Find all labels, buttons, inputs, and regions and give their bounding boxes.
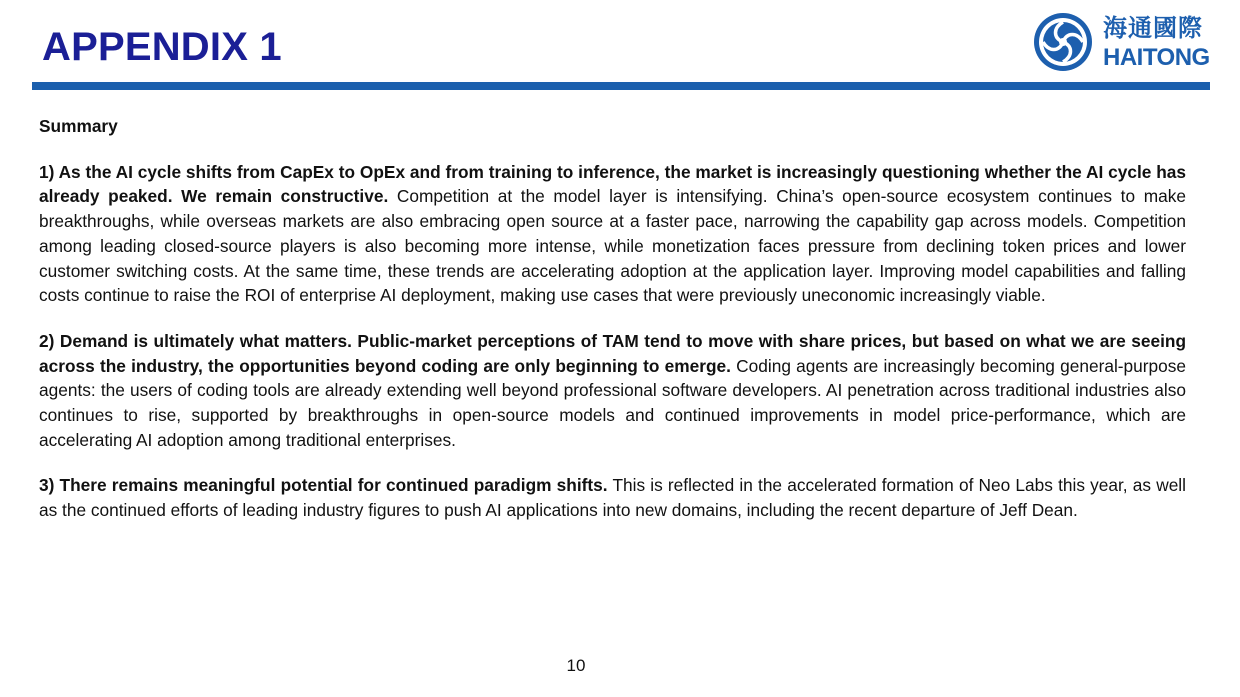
haitong-logo-icon [1031,10,1095,74]
paragraph-1-lead: 1) As the AI cycle shifts from CapEx to OpEx and from training to inference, the market is increasingly questioning whether the AI cycle has already peaked. We remain constructive. [39,161,1186,207]
paragraph-2-body: Coding agents are increasingly becoming general-purpose agents: the users of coding tools are already extending well beyond professional software developers. AI penetration across traditional industries also continues to rise, supported by breakthroughs in open-source models and continued improvements in model price-performance, which are accelerating AI adoption among traditional enterprises. [39,355,1187,450]
haitong-logo [1031,10,1213,74]
summary-heading: Summary [39,116,118,136]
page-number: 10 [566,656,586,675]
paragraph-2-lead: 2) Demand is ultimately what matters. Public-market perceptions of TAM tend to move with share prices, but based on what we are seeing across the industry, the opportunities beyond coding are only beginning to emerge. [39,330,1186,376]
paragraph-3-body: This is reflected in the accelerated formation of Neo Labs this year, as well as the continued efforts of leading industry figures to push AI applications into new domains, including the recent departure of Jeff Dean. [39,475,1186,521]
logo-english-name: HAITONG [1103,44,1210,71]
header-divider [32,82,1210,90]
paragraph-1-body: Competition at the model layer is intensifying. China’s open-source ecosystem continues to make breakthroughs, while overseas markets are also embracing open source at a faster pace, narrowing the capability gap across models. Competition among leading closed-source players is also becoming more intense, while monetization faces pressure from declining token prices and lower customer switching costs. At the same time, these trends are accelerating adoption at the application layer. Improving model capabilities and falling costs continue to raise the ROI of enterprise AI deployment, making use cases that were previously uneconomic increasingly viable. [39,186,1186,306]
summary-paragraph-1 [39,160,1186,308]
paragraph-3-lead: 3) There remains meaningful potential for continued paradigm shifts. [39,475,608,496]
summary-paragraph-2 [39,329,1186,453]
summary-paragraph-3 [39,473,1186,522]
summary-section [39,114,1186,544]
logo-chinese-name: 海通國際 [1103,14,1203,42]
page-title: APPENDIX 1 [42,25,282,69]
